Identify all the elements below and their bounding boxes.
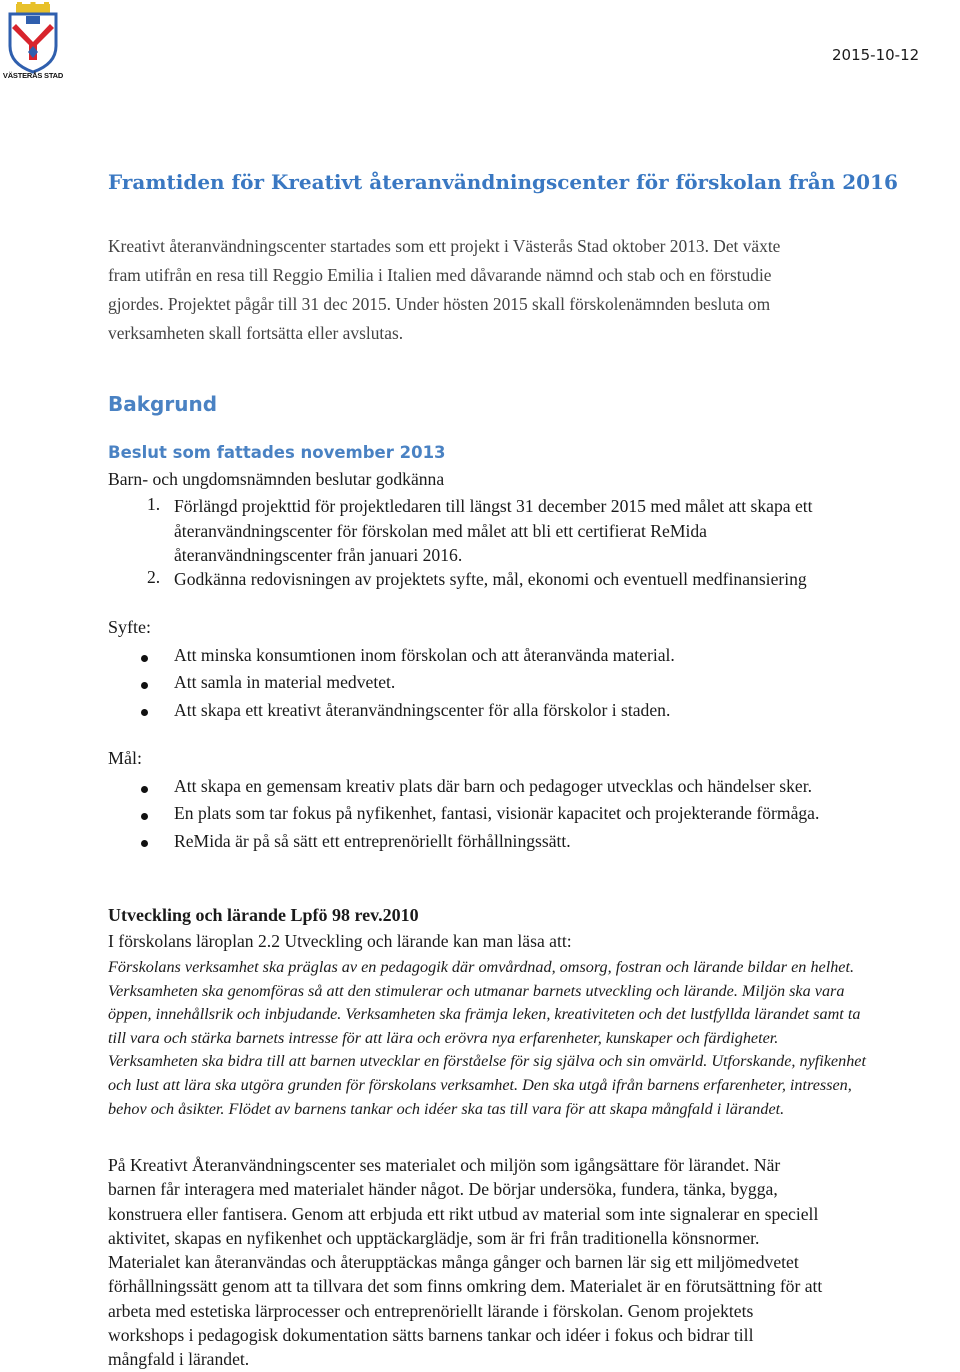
bullet-icon: [141, 682, 148, 689]
beslut-lead: Barn- och ungdomsnämnden beslutar godkänna: [108, 469, 445, 489]
logo-wordmark: VÄSTERÅS STAD: [2, 71, 64, 80]
intro-line: verksamheten skall fortsätta eller avslutas.: [108, 323, 404, 343]
intro-line: gjordes. Projektet pågår till 31 dec 2015. Under hösten 2015 skall förskolenämnden besluta om: [108, 294, 771, 314]
bullet-icon: [141, 786, 148, 793]
quote-line: Verksamheten ska genomföras så att den stimulerar och utmanar barnets utveckling och lärande. Miljön ska vara: [108, 981, 845, 1000]
syfte-item: Att samla in material medvetet.: [174, 672, 396, 692]
list-item-line: återanvändningscenter för förskolan med målet att bli ett certifierat ReMida: [174, 520, 707, 541]
closing-line: barnen får interagera med materialet händer något. De börjar undersöka, fundera, tänka, bygga,: [108, 1179, 778, 1200]
bullet-icon: [141, 655, 148, 662]
quote-line: och lust att lära ska utgöra grunden för förskolans verksamhet. Den ska utgå ifrån barnens erfarenheter, intressen,: [108, 1075, 852, 1094]
closing-line: konstruera eller fantisera. Genom att erbjuda ett rikt utbud av material som inte signalerar en speciell: [108, 1203, 819, 1224]
list-number: 1.: [147, 494, 161, 514]
closing-line: förhållningssätt genom att ta tillvara det som finns omkring dem. Materialet är en förutsättning för att: [108, 1276, 823, 1297]
closing-paragraph: [108, 1153, 958, 1372]
closing-line: workshops i pedagogisk dokumentation sätts barnens tankar och idéer i fokus och bidrar till: [108, 1325, 754, 1346]
closing-line: mångfald i lärandet.: [108, 1349, 250, 1370]
mal-item: En plats som tar fokus på nyfikenhet, fantasi, visionär kapacitet och projekterande förmåga.: [174, 803, 820, 823]
list-item-line: Godkänna redovisningen av projektets syfte, mål, ekonomi och eventuell medfinansiering: [174, 569, 807, 589]
mal-item: ReMida är på så sätt ett entreprenöriellt förhållningssätt.: [174, 831, 571, 851]
heading-lpfo: Utveckling och lärande Lpfö 98 rev.2010: [108, 905, 419, 925]
closing-line: aktivitet, skapas en nyfikenhet och upptäckarglädje, som är fri från traditionella könsnormer.: [108, 1227, 760, 1248]
list-item-text: [174, 567, 954, 592]
document-date: 2015-10-12: [832, 46, 920, 64]
lpfo-quote: [108, 956, 960, 1121]
list-item-line: återanvändningscenter från januari 2016.: [174, 545, 463, 565]
quote-line: behov och åsikter. Flödet av barnens tankar och idéer ska tas till vara för att skapa mångfald i lärandet.: [108, 1099, 785, 1118]
syfte-item: Att skapa ett kreativt återanvändningscenter för alla förskolor i staden.: [174, 700, 671, 720]
document-title: Framtiden för Kreativt återanvändningscenter för förskolan från 2016: [108, 170, 898, 194]
bullet-icon: [141, 709, 148, 716]
heading-bakgrund: Bakgrund: [108, 392, 218, 416]
label-mal: Mål:: [108, 748, 142, 768]
list-item-line: Förlängd projekttid för projektledaren till längst 31 december 2015 med målet att skapa ett: [174, 496, 813, 516]
closing-line: arbeta med estetiska lärprocesser och entreprenöriellt lärande i förskolan. Genom projektets: [108, 1300, 754, 1321]
intro-paragraph: [108, 232, 928, 348]
subheading-beslut: Beslut som fattades november 2013: [108, 443, 446, 462]
intro-line: Kreativt återanvändningscenter startades som ett projekt i Västerås Stad oktober 2013. Det växte: [108, 236, 781, 256]
lpfo-lead: I förskolans läroplan 2.2 Utveckling och lärande kan man läsa att:: [108, 931, 572, 951]
list-item-text: [174, 494, 954, 568]
closing-line: Materialet kan återanvändas och återupptäckas många gånger och barnen lär sig ett miljömedvetet: [108, 1252, 799, 1273]
mal-item: Att skapa en gemensam kreativ plats där barn och pedagoger utvecklas och händelser sker.: [174, 776, 813, 796]
quote-line: öppen, innehållsrik och inbjudande. Verksamheten ska främja leken, kreativiteten och det lustfyllda lärandet samt ta: [108, 1005, 861, 1024]
vasteras-coat-of-arms-logo: [2, 2, 64, 82]
quote-line: Förskolans verksamhet ska präglas av en pedagogik där omvårdnad, omsorg, fostran och lärande bildar en helhet.: [108, 958, 855, 976]
quote-line: till vara och stärka barnets intresse för att lära och erövra nya erfarenheter, kunskaper och färdigheter.: [108, 1028, 779, 1047]
intro-line: fram utifrån en resa till Reggio Emilia i Italien med dåvarande nämnd och stab och en förstudie: [108, 265, 772, 285]
label-syfte: Syfte:: [108, 617, 151, 637]
quote-line: Verksamheten ska bidra till att barnen utvecklar en förståelse för sig själva och sin omvärld. Utforskande, nyfikenhet: [108, 1052, 866, 1071]
bullet-icon: [141, 813, 148, 820]
list-number: 2.: [147, 567, 161, 587]
syfte-item: Att minska konsumtionen inom förskolan och att återanvända material.: [174, 645, 675, 665]
closing-line: På Kreativt Återanvändningscenter ses materialet och miljön som igångsättare för lärandet. När: [108, 1155, 781, 1175]
bullet-icon: [141, 840, 148, 847]
